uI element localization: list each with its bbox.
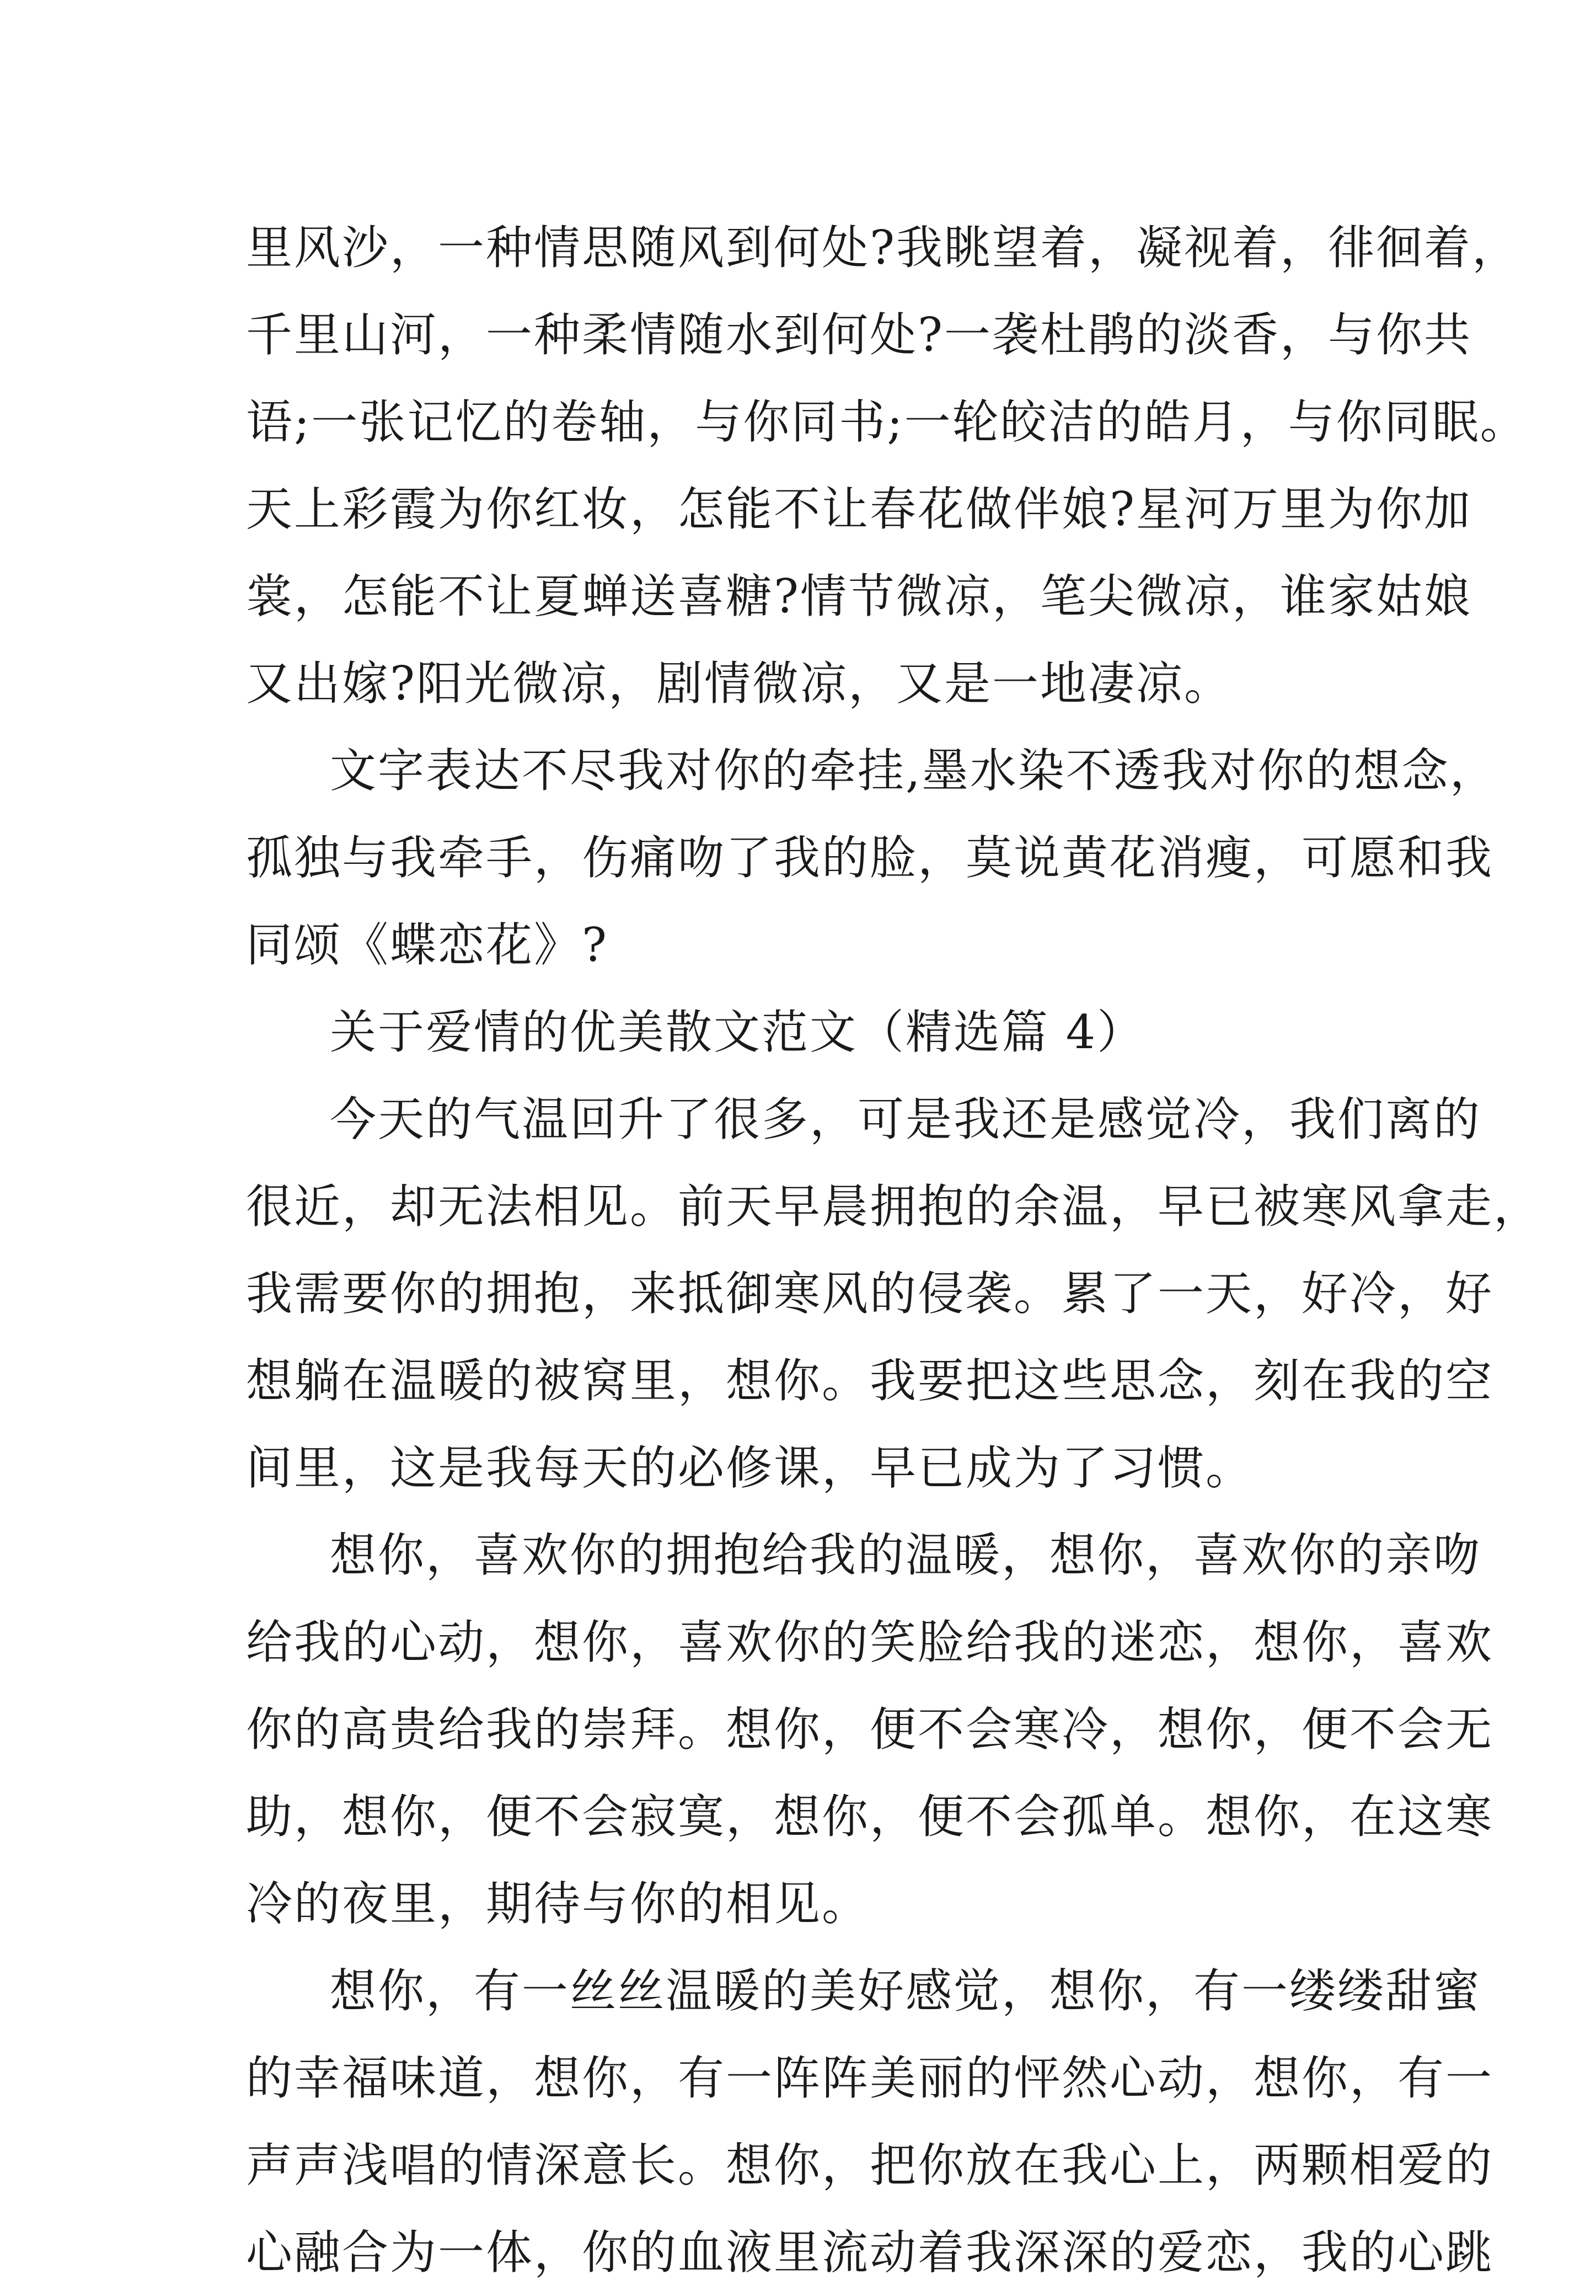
heading-text: 关于爱情的优美散文范文（精选篇 4） — [330, 1005, 1145, 1059]
section-heading — [246, 989, 1371, 1076]
text-line: 千里山河，一种柔情随水到何处?一袭杜鹃的淡香，与你共 — [246, 308, 1472, 362]
text-line: 天上彩霞为你红妆，怎能不让春花做伴娘?星河万里为你加 — [246, 482, 1472, 536]
text-line: 声声浅唱的情深意长。想你，把你放在我心上，两颗相爱的 — [246, 2138, 1494, 2192]
text-line: 裳，怎能不让夏蝉送喜糖?情节微凉，笔尖微凉，谁家姑娘 — [246, 569, 1472, 623]
text-line: 孤独与我牵手，伤痛吻了我的脸，莫说黄花消瘦，可愿和我 — [246, 831, 1494, 885]
text-line: 给我的心动，想你，喜欢你的笑脸给我的迷恋，想你，喜欢 — [246, 1615, 1494, 1669]
text-line: 里风沙，一种情思随风到何处?我眺望着，凝视着，徘徊着， — [246, 221, 1520, 275]
text-line: 你的高贵给我的崇拜。想你，便不会寒冷，想你，便不会无 — [246, 1702, 1494, 1756]
paragraph — [246, 1947, 1494, 2296]
text-line: 助，想你，便不会寂寞，想你，便不会孤单。想你，在这寒 — [246, 1790, 1494, 1844]
text-line: 同颂《蝶恋花》? — [246, 918, 609, 972]
document-body — [246, 204, 1542, 2296]
text-line: 很近，却无法相见。前天早晨拥抱的余温，早已被寒风拿走， — [246, 1179, 1542, 1234]
text-line: 今天的气温回升了很多，可是我还是感觉冷，我们离的 — [330, 1092, 1482, 1146]
text-line: 文字表达不尽我对你的牵挂,墨水染不透我对你的想念， — [330, 744, 1498, 798]
paragraph — [246, 204, 1528, 727]
text-line: 想躺在温暖的被窝里，想你。我要把这些思念，刻在我的空 — [246, 1354, 1494, 1408]
text-line: 又出嫁?阳光微凉，剧情微凉，又是一地凄凉。 — [246, 656, 1233, 711]
text-line: 的幸福味道，想你，有一阵阵美丽的怦然心动，想你，有一 — [246, 2051, 1494, 2105]
text-line: 心融合为一体，你的血液里流动着我深深的爱恋，我的心跳 — [246, 2225, 1494, 2279]
paragraph — [246, 1512, 1494, 1947]
paragraph — [246, 727, 1498, 989]
text-line: 语;一张记忆的卷轴，与你同书;一轮皎洁的皓月，与你同眠。 — [246, 395, 1528, 449]
text-line: 间里，这是我每天的必修课，早已成为了习惯。 — [246, 1441, 1254, 1495]
text-line: 冷的夜里，期待与你的相见。 — [246, 1877, 870, 1931]
text-line: 想你，有一丝丝温暖的美好感觉，想你，有一缕缕甜蜜 — [330, 1964, 1482, 2018]
text-line: 想你，喜欢你的拥抱给我的温暖，想你，喜欢你的亲吻 — [330, 1528, 1482, 1582]
paragraph — [246, 1076, 1542, 1512]
text-line: 我需要你的拥抱，来抵御寒风的侵袭。累了一天，好冷，好 — [246, 1267, 1494, 1321]
